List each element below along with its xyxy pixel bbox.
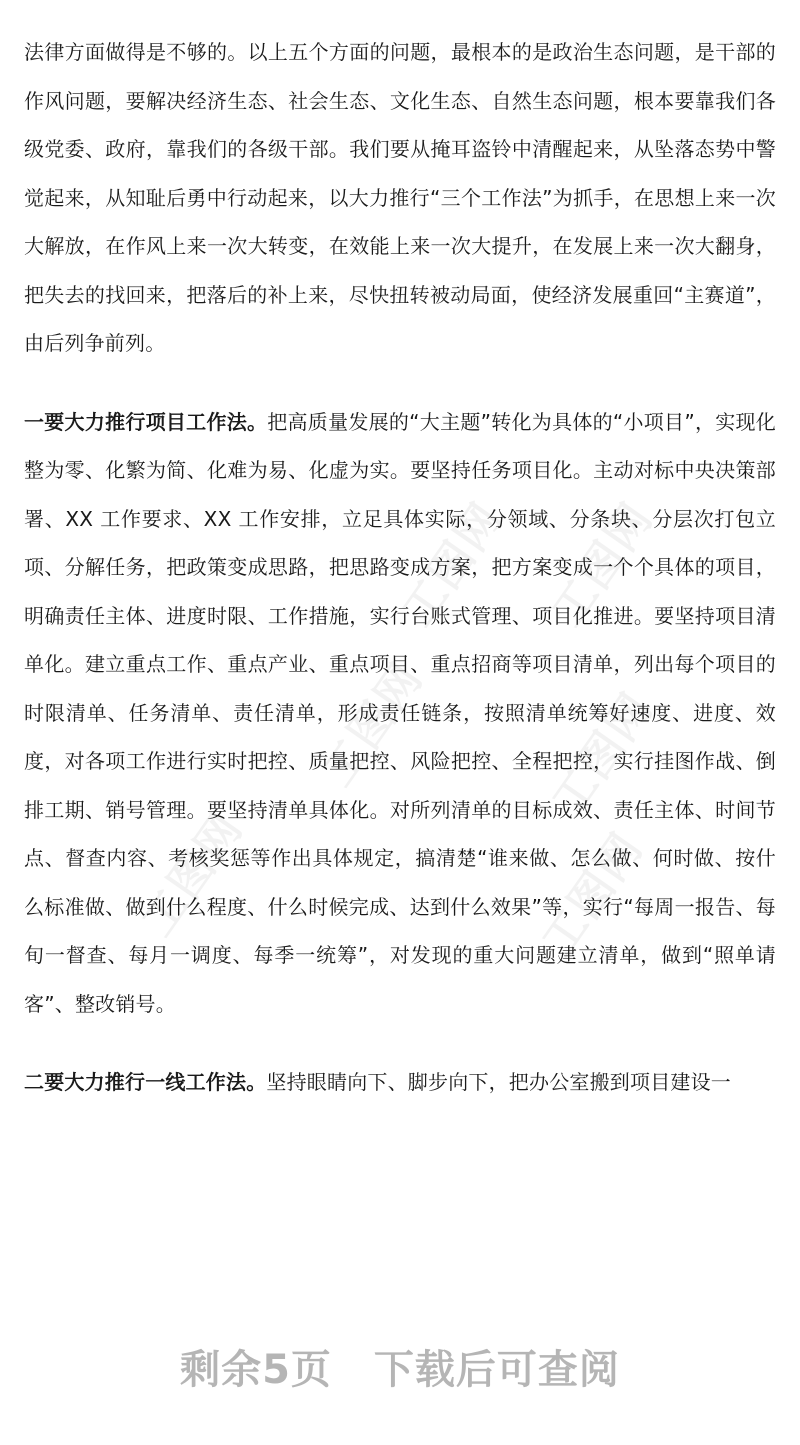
remaining-pages-label: 剩余5页 — [180, 1347, 332, 1393]
download-to-view-label: 下载后可查阅 — [373, 1347, 620, 1393]
paragraph-body: 把高质量发展的“大主题”转化为具体的“小项目”，实现化整为零、化繁为简、化难为易、化虚为实。要坚持任务项目化。主动对标中央决策部署、XX 工作要求、XX 工作安排，立足具体实际，分领域、分条块、分层次打包立项、分解任务，把政策变成思路，把思路变成方案，把方案变成一个个具体的项目，明确责任主体、进度时限、工作措施，实行台账式管理、项目化推进。要坚持项目清单化。建立重点工作、重点产业、重点项目、重点招商等项目清单，列出每个项目的时限清单、任务清单、责任清单，形成责任链条，按照清单统筹好速度、进度、效度，对各项工作进行实时把控、质量把控、风险把控、全程把控，实行挂图作战、倒排工期、销号管理。要坚持清单具体化。对所列清单的目标成效、责任主体、时间节点、督查内容、考核奖惩等作出具体规定，搞清楚“谁来做、怎么做、何时做、按什么标准做、做到什么程度、什么时候完成、达到什么效果”等，实行“每周一报告、每旬一督查、每月一调度、每季一统筹”，对发现的重大问题建立清单，做到“照单请客”、整改销号。 — [24, 409, 776, 1016]
paragraph-frontline-method — [24, 1058, 776, 1107]
download-prompt-banner[interactable] — [0, 1338, 800, 1395]
watermark: 工图网 — [312, 653, 434, 796]
paragraph-heading: 一要大力推行项目工作法。 — [24, 409, 268, 434]
watermark: 工图网 — [542, 493, 664, 636]
paragraph-project-method — [24, 398, 776, 1029]
watermark: 工图网 — [542, 683, 664, 826]
watermark: 工图网 — [392, 493, 514, 636]
paragraph-heading: 二要大力推行一线工作法。 — [24, 1070, 267, 1094]
watermark: 工图网 — [532, 823, 654, 966]
paragraph-intro: 法律方面做得是不够的。以上五个方面的问题，最根本的是政治生态问题，是干部的作风问题，要解决经济生态、社会生态、文化生态、自然生态问题，根本要靠我们各级党委、政府，靠我们的各级干部。我们要从掩耳盗铃中清醒起来，从坠落态势中警觉起来，从知耻后勇中行动起来，以大力推行“三个工作法”为抓手，在思想上来一次大解放，在作风上来一次大转变，在效能上来一次大提升，在发展上来一次大翻身，把失去的找回来，把落后的补上来，尽快扭转被动局面，使经济发展重回“主赛道”，由后列争前列。 — [24, 40, 776, 355]
document-page — [24, 28, 776, 1107]
watermark: 工图网 — [132, 803, 254, 946]
paragraph-body: 坚持眼睛向下、脚步向下，把办公室搬到项目建设一 — [266, 1070, 732, 1094]
